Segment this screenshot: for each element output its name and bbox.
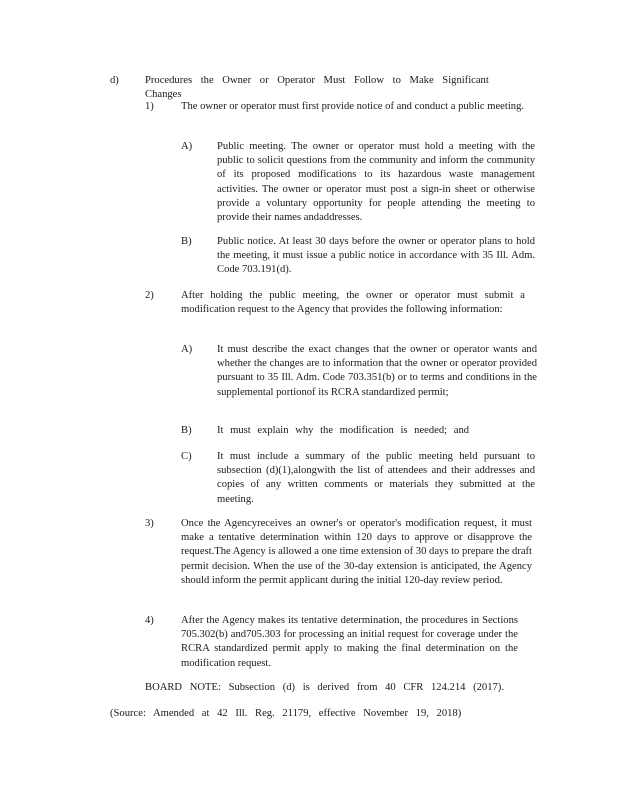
item-1b-label: B) — [181, 236, 192, 247]
item-2b-label: B) — [181, 425, 192, 436]
item-4-text: After the Agency makes its tentative determination, the procedures in Sections 705.302(b) and705.303 for processing an initial request for coverage under the RCRA standardized permit apply to making the final determination on the modification request. — [181, 615, 518, 669]
board-note: BOARD NOTE: Subsection (d) is derived from 40 CFR 124.214 (2017). — [145, 682, 504, 693]
item-1-text: The owner or operator must first provide notice of and conduct a public meeting. — [181, 101, 525, 112]
item-3-text: Once the Agencyreceives an owner's or operator's modification request, it must make a tentative determination within 120 days to approve or disapprove the request.The Agency is allowed a one time extension of 30 days to prepare the draft permit decision. When the use of the 30-day extension is anticipated, the Agency should inform the permit applicant during the initial 120-day review period. — [181, 518, 532, 586]
item-1a-text: Public meeting. The owner or operator must hold a meeting with the public to solicit questions from the community and inform the community of its proposed modifications to its hazardous waste management activities. The owner or operator must post a sign-in sheet or otherwise provide a voluntary opportunity for people attending the meeting to provide their names andaddresses. — [217, 141, 535, 224]
item-2b-text: It must explain why the modification is needed; and — [217, 425, 470, 436]
source-note: (Source: Amended at 42 Ill. Reg. 21179, effective November 19, 2018) — [110, 708, 462, 719]
item-2a-text: It must describe the exact changes that the owner or operator wants and whether the changes are to information that the owner or operator provided pursuant to 35 Ill. Adm. Code 703.351(b) or to terms and conditions in the supplemental portionof its RCRA standardized permit; — [217, 344, 537, 398]
item-1-label: 1) — [145, 101, 154, 112]
item-2-text: After holding the public meeting, the owner or operator must submit a modification request to the Agency that provides the following information: — [181, 290, 525, 316]
item-2c-label: C) — [181, 451, 192, 462]
item-4-label: 4) — [145, 615, 154, 626]
item-2a-label: A) — [181, 344, 193, 355]
item-2-label: 2) — [145, 290, 154, 301]
item-2c-text: It must include a summary of the public meeting held pursuant to subsection (d)(1),alongwith the list of attendees and their addresses and copies of any written comments or materials they submitted at the meeting. — [217, 451, 535, 505]
item-1b-text: Public notice. At least 30 days before the owner or operator plans to hold the meeting, it must issue a public notice in accordance with 35 Ill. Adm. Code 703.191(d). — [217, 236, 535, 276]
item-1a-label: A) — [181, 141, 193, 152]
section-heading: Procedures the Owner or Operator Must Follow to Make Significant Changes — [145, 75, 489, 101]
section-label: d) — [110, 75, 119, 86]
item-3-label: 3) — [145, 518, 154, 529]
